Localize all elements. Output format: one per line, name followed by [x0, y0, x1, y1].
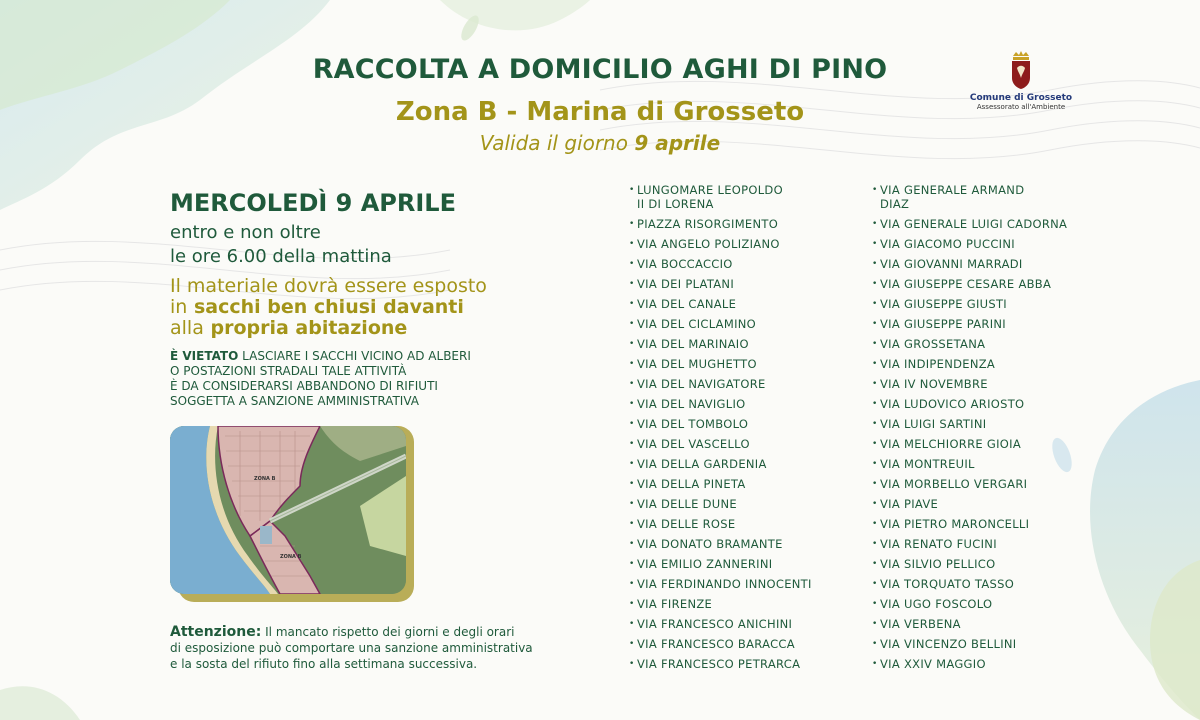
street-name-line: • VIA PIAVE: [880, 497, 939, 511]
street-list-column-1: [629, 183, 859, 677]
attention-line-2: di esposizione può comportare una sanzione amministrativa: [170, 641, 533, 655]
street-name-line: • VIA FIRENZE: [637, 597, 713, 611]
street-item: [872, 457, 1102, 477]
street-name-line: • VIA DEL CANALE: [637, 297, 737, 311]
street-item: [872, 657, 1102, 677]
street-name-line: • VIA ANGELO POLIZIANO: [637, 237, 780, 251]
street-item: [872, 237, 1102, 257]
street-name-line: • VIA MELCHIORRE GIOIA: [880, 437, 1022, 451]
street-item: [629, 417, 859, 437]
street-item: [872, 637, 1102, 657]
street-name-line: • VIA INDIPENDENZA: [880, 357, 996, 371]
street-name-line: • VIA DEL NAVIGLIO: [637, 397, 746, 411]
street-item: [629, 397, 859, 417]
street-name-line: • VIA DELLE ROSE: [637, 517, 736, 531]
street-item: [629, 497, 859, 517]
municipality-logo: [966, 50, 1076, 111]
street-name-line: • VIA DEL VASCELLO: [637, 437, 750, 451]
street-item: [629, 537, 859, 557]
warning-line-2: O POSTAZIONI STRADALI TALE ATTIVITÀ: [170, 364, 407, 378]
street-item: [629, 597, 859, 617]
street-item: [872, 517, 1102, 537]
street-item: [629, 277, 859, 297]
street-item: [872, 497, 1102, 517]
street-item: [872, 183, 1102, 217]
attention-line-3: e la sosta del rifiuto fino alla settimana successiva.: [170, 657, 478, 671]
street-name-line: • VIA LUIGI SARTINI: [880, 417, 987, 431]
street-name-line: • VIA UGO FOSCOLO: [880, 597, 993, 611]
street-item: [629, 183, 859, 217]
street-name-line: • VIA GIACOMO PUCCINI: [880, 237, 1015, 251]
street-name-line: • VIA DEL MUGHETTO: [637, 357, 757, 371]
material-line-3-bold: propria abitazione: [210, 317, 408, 339]
validity-line: [0, 131, 1200, 155]
street-item: [872, 317, 1102, 337]
street-item: [872, 557, 1102, 577]
crest-icon: [1009, 50, 1033, 90]
validity-date: 9 aprile: [634, 131, 721, 155]
warning-text-1: LASCIARE I SACCHI VICINO AD ALBERI: [242, 349, 471, 363]
street-name-line: • VIA DEL MARINAIO: [637, 337, 749, 351]
warning-lead: È VIETATO: [170, 349, 239, 363]
street-item: [629, 477, 859, 497]
material-line-3: [170, 318, 487, 339]
street-item: [629, 217, 859, 237]
street-name-line: • VIA GIOVANNI MARRADI: [880, 257, 1023, 271]
street-item: [629, 517, 859, 537]
street-name-line: • VIA GENERALE LUIGI CADORNA: [880, 217, 1068, 231]
street-item: [629, 337, 859, 357]
street-name-line: II DI LORENA: [637, 197, 714, 211]
zone-map: [170, 426, 406, 594]
street-item: [872, 337, 1102, 357]
attention-notice: [170, 624, 580, 672]
street-name-line: • VIA GENERALE ARMAND: [880, 183, 1025, 197]
attention-line-1: [170, 624, 580, 640]
street-name-line: • VIA IV NOVEMBRE: [880, 377, 988, 391]
street-item: [629, 237, 859, 257]
street-name-line: • VIA GROSSETANA: [880, 337, 986, 351]
street-name-line: • VIA DONATO BRAMANTE: [637, 537, 783, 551]
street-name-line: • VIA MONTREUIL: [880, 457, 975, 471]
street-item: [872, 477, 1102, 497]
deadline-line-2: le ore 6.00 della mattina: [170, 246, 392, 267]
street-item: [629, 377, 859, 397]
street-item: [872, 257, 1102, 277]
street-name-line: • VIA DEI PLATANI: [637, 277, 735, 291]
street-name-line: • VIA VERBENA: [880, 617, 961, 631]
street-item: [629, 577, 859, 597]
street-name-line: • VIA DEL CICLAMINO: [637, 317, 757, 331]
logo-name: Comune di Grosseto: [969, 93, 1073, 103]
attention-text-1: Il mancato rispetto dei giorni e degli orari: [265, 625, 515, 639]
street-item: [872, 357, 1102, 377]
street-name-line: • VIA LUDOVICO ARIOSTO: [880, 397, 1025, 411]
material-line-3-prefix: alla: [170, 317, 204, 339]
deadline-text: [170, 221, 392, 269]
street-name-line: • VIA DELLA PINETA: [637, 477, 746, 491]
street-name-line: • VIA PIETRO MARONCELLI: [880, 517, 1030, 531]
street-name-line: • VIA GIUSEPPE CESARE ABBA: [880, 277, 1052, 291]
map-graphic: [170, 426, 406, 594]
street-name-line: • VIA BOCCACCIO: [637, 257, 733, 271]
street-item: [629, 457, 859, 477]
street-name-line: • VIA MORBELLO VERGARI: [880, 477, 1028, 491]
street-item: [629, 437, 859, 457]
material-line-2-bold: sacchi ben chiusi davanti: [193, 296, 464, 318]
street-item: [629, 557, 859, 577]
street-name-line: • VIA GIUSEPPE PARINI: [880, 317, 1007, 331]
street-item: [872, 577, 1102, 597]
street-item: [872, 397, 1102, 417]
street-name-line: • VIA FRANCESCO PETRARCA: [637, 657, 801, 671]
street-item: [629, 297, 859, 317]
street-name-line: • VIA DELLE DUNE: [637, 497, 737, 511]
map-label-top: ZONA B: [254, 476, 276, 482]
street-name-line: DIAZ: [880, 197, 910, 211]
street-name-line: • PIAZZA RISORGIMENTO: [637, 217, 779, 231]
map-label-bottom: ZONA B: [280, 554, 302, 560]
street-name-line: • VIA GIUSEPPE GIUSTI: [880, 297, 1007, 311]
street-item: [872, 597, 1102, 617]
street-item: [872, 417, 1102, 437]
street-name-line: • VIA SILVIO PELLICO: [880, 557, 996, 571]
attention-lead: Attenzione:: [170, 624, 262, 640]
material-instructions: [170, 276, 487, 339]
street-item: [629, 357, 859, 377]
street-name-line: • VIA XXIV MAGGIO: [880, 657, 986, 671]
collection-day: MERCOLEDÌ 9 APRILE: [170, 189, 456, 217]
warning-line-1: [170, 349, 590, 364]
material-line-2-prefix: in: [170, 296, 188, 318]
prohibition-notice: [170, 349, 590, 409]
deadline-line-1: entro e non oltre: [170, 222, 321, 243]
street-item: [629, 617, 859, 637]
street-name-line: • VIA VINCENZO BELLINI: [880, 637, 1017, 651]
validity-prefix: Valida il giorno: [479, 131, 628, 155]
street-name-line: • VIA TORQUATO TASSO: [880, 577, 1015, 591]
street-item: [629, 657, 859, 677]
material-line-1: Il materiale dovrà essere esposto: [170, 275, 487, 297]
street-item: [629, 257, 859, 277]
street-name-line: • VIA FRANCESCO BARACCA: [637, 637, 795, 651]
street-name-line: • VIA DELLA GARDENIA: [637, 457, 767, 471]
street-item: [629, 317, 859, 337]
street-list-column-2: [872, 183, 1102, 677]
street-item: [629, 637, 859, 657]
street-name-line: • VIA DEL NAVIGATORE: [637, 377, 766, 391]
street-name-line: • VIA RENATO FUCINI: [880, 537, 997, 551]
street-name-line: • VIA DEL TOMBOLO: [637, 417, 749, 431]
logo-department: Assessorato all'Ambiente: [976, 103, 1066, 111]
street-name-line: • VIA EMILIO ZANNERINI: [637, 557, 773, 571]
street-item: [872, 537, 1102, 557]
street-name-line: • VIA FRANCESCO ANICHINI: [637, 617, 793, 631]
page-title: RACCOLTA A DOMICILIO AGHI DI PINO: [312, 54, 888, 85]
material-line-2: [170, 297, 487, 318]
street-name-line: • LUNGOMARE LEOPOLDO: [637, 183, 783, 197]
street-item: [872, 217, 1102, 237]
street-name-line: • VIA FERDINANDO INNOCENTI: [637, 577, 812, 591]
street-item: [872, 437, 1102, 457]
street-item: [872, 617, 1102, 637]
street-item: [872, 377, 1102, 397]
warning-line-3: È DA CONSIDERARSI ABBANDONO DI RIFIUTI: [170, 379, 438, 393]
street-item: [872, 277, 1102, 297]
zone-subtitle: Zona B - Marina di Grosseto: [395, 97, 805, 127]
street-item: [872, 297, 1102, 317]
warning-line-4: SOGGETTA A SANZIONE AMMINISTRATIVA: [170, 394, 419, 408]
